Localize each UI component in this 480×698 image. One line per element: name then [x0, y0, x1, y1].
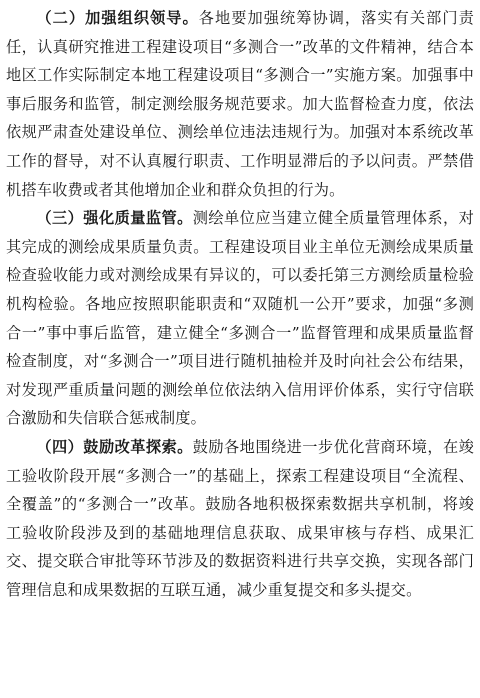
section-3-heading: （三）强化质量监管。: [36, 209, 193, 228]
section-4-paragraph: [6, 433, 474, 605]
section-2-heading: （二）加强组织领导。: [36, 9, 199, 27]
section-4-body: 鼓励各地围绕进一步优化营商环境，在竣工验收阶段开展“多测合一”的基础上，探索工程建设项目“全流程、全覆盖”的“多测合一”改革。鼓励各地积极探索数据共享机制，将竣工验收阶段涉及到的基础地理信息获取、成果审核与存档、成果汇交、提交联合审批等环节涉及的数据资料进行共享交换，实现各部门管理信息和成果数据的互联互通，减少重复提交和多头提交。: [6, 437, 474, 599]
section-3-body: 测绘单位应当建立健全质量管理体系，对其完成的测绘成果质量负责。工程建设项目业主单位无测绘成果质量检查验收能力或对测绘成果有异议的，可以委托第三方测绘质量检验机构检验。各地应按照职能职责和“双随机一公开”要求，加强“多测合一”事中事后监管，建立健全“多测合一”监督管理和成果质量监督检查制度，对“多测合一”项目进行随机抽检并及时向社会公布结果，对发现严重质量问题的测绘单位依法纳入信用评价体系，实行守信联合激励和失信联合惩戒制度。: [6, 209, 474, 428]
section-2-paragraph: [6, 4, 474, 204]
section-4-heading: （四）鼓励改革探索。: [36, 437, 193, 456]
section-2-body: 各地要加强统筹协调，落实有关部门责任，认真研究推进工程建设项目“多测合一”改革的文件精神，结合本地区工作实际制定本地工程建设项目“多测合一”实施方案。加强事中事后服务和监管，制定测绘服务规范要求。加大监督检查力度，依法依规严肃查处建设单位、测绘单位违法违规行为。加强对本系统改革工作的督导，对不认真履行职责、工作明显滞后的予以问责。严禁借机搭车收费或者其他增加企业和群众负担的行为。: [6, 9, 474, 199]
section-3-paragraph: [6, 204, 474, 433]
